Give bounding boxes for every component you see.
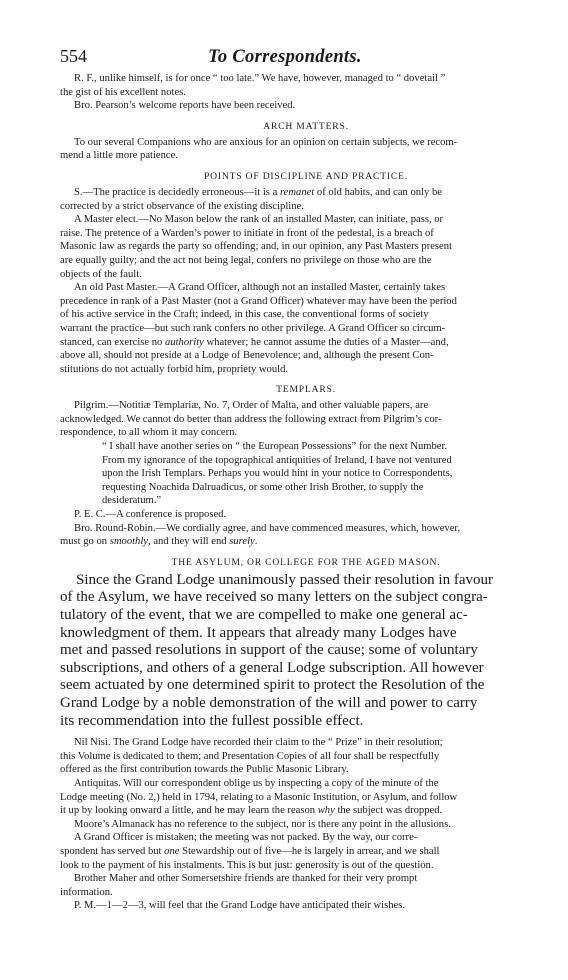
pilgrim-note: Pilgrim.—Notitiæ Templariæ, No. 7, Order of Malta, and other valuable papers, are acknowledged. We cannot do better than address the following extract from Pilgrim’s cor- respondence, to all whom it may concern. bbox=[60, 400, 442, 439]
arch-note: To our several Companions who are anxious for an opinion on certain subjects, we recom- mend a little more patience. bbox=[60, 136, 458, 162]
arch-matters-heading: ARCH MATTERS. bbox=[263, 120, 349, 132]
maher-note: Brother Maher and other Somersetshire friends are thanked for their very prompt information. bbox=[60, 873, 418, 898]
templars-heading: TEMPLARS. bbox=[276, 384, 336, 396]
pec-note: P. E. C.—A conference is proposed. bbox=[74, 509, 227, 521]
old-past-master-note: An old Past Master.—A Grand Officer, although not an installed Master, certainly takes precedence in rank of a Past Master (not a Grand Officer) whatever may have been the period of his active service in the Craft; indeed, in this case, the conventional forms of society warrant the practice—but such rank confers no other privilege. A Grand Officer so circum- stanced, can exercise no authority whatever; he cannot assume the duties of a Master—and, above all, should not preside at a Lodge of Benevolence; and, although the present Con- stitutions do not actually forbid him, propriety would. bbox=[60, 282, 457, 375]
running-title: To Correspondents. bbox=[208, 47, 362, 67]
running-head bbox=[60, 46, 552, 72]
round-robin-note: Bro. Round-Robin.—We cordially agree, and have commenced measures, which, however, must go on smoothly, and they will end surely. bbox=[60, 522, 461, 548]
asylum-heading: THE ASYLUM, OR COLLEGE FOR THE AGED MASON. bbox=[171, 556, 441, 568]
s-note: S.—The practice is decidedly erroneous—it is a remanet of old habits, and can only be corrected by a strict observance of the existing discipline. bbox=[60, 186, 442, 212]
nil-nisi-note: Nil Nisi. The Grand Lodge have recorded their claim to the “ Prize” in their resolution; this Volume is dedicated to them; and Presentation Copies of all four shall be respectfully offered as the first contribution towards the Public Masonic Library. bbox=[60, 737, 443, 776]
page-number: 554 bbox=[60, 46, 87, 66]
grand-officer-note: A Grand Officer is mistaken; the meeting was not packed. By the way, our corre- spondent has served but one Stewardship out of five—he is largely in arrear, and we shall look to the payment of his instalments. This is but just: generosity is out of the question. bbox=[60, 832, 440, 871]
master-elect-note: A Master elect.—No Mason below the rank of an installed Master, can initiate, pass, or raise. The pretence of a Warden’s power to initiate in front of the pedestal, is a breach of Masonic law as regards the party so offending; and, in our opinion, any Past Masters present are equally guilty; and the act not being legal, confers no privilege on those who are the objects of the fault. bbox=[60, 214, 452, 280]
pilgrim-quote: “ I shall have another series on “ the European Possessions” for the next Number. From my ignorance of the topographical antiquities of Ireland, I have not ventured upon the Irish Templars. Perhaps you would hint in your notice to Correspondents, requesting Noachida Dalruadicus, or some other Irish Brother, to supply the desideratum.” bbox=[102, 441, 453, 507]
discipline-heading: POINTS OF DISCIPLINE AND PRACTICE. bbox=[204, 170, 408, 182]
rf-note: R. F., unlike himself, is for once “ too late.” We have, however, managed to “ dovetail ” the gist of his excellent notes. bbox=[60, 73, 446, 98]
asylum-paragraph: Since the Grand Lodge unanimously passed their resolution in favour of the Asylum, we have received so many letters on the subject congra- tulatory of the event, that we are compelled to make one general ac- knowledgment of them. It appears that already many Lodges have met and passed resolutions in support of the cause; some of voluntary subscriptions, and others of a general Lodge subscription. All however seem actuated by one determined spirit to protect the Resolution of the Grand Lodge by a noble demonstration of the will and power to carry its recommendation into the fullest possible effect. bbox=[60, 571, 493, 729]
pm-note: P. M.—1—2—3, will feel that the Grand Lodge have anticipated their wishes. bbox=[74, 900, 405, 912]
pearson-note: Bro. Pearson’s welcome reports have been received. bbox=[74, 100, 296, 112]
antiquitas-note: Antiquitas. Will our correspondent oblige us by inspecting a copy of the minute of the Lodge meeting (No. 2,) held in 1794, relating to a Masonic Institution, or Asylum, and follow it up by looking onward a little, and he may learn the reason why the subject was dropped. bbox=[60, 777, 458, 817]
moores-almanack-note: Moore’s Almanack has no reference to the subject, nor is there any point in the allusions. bbox=[74, 818, 451, 830]
